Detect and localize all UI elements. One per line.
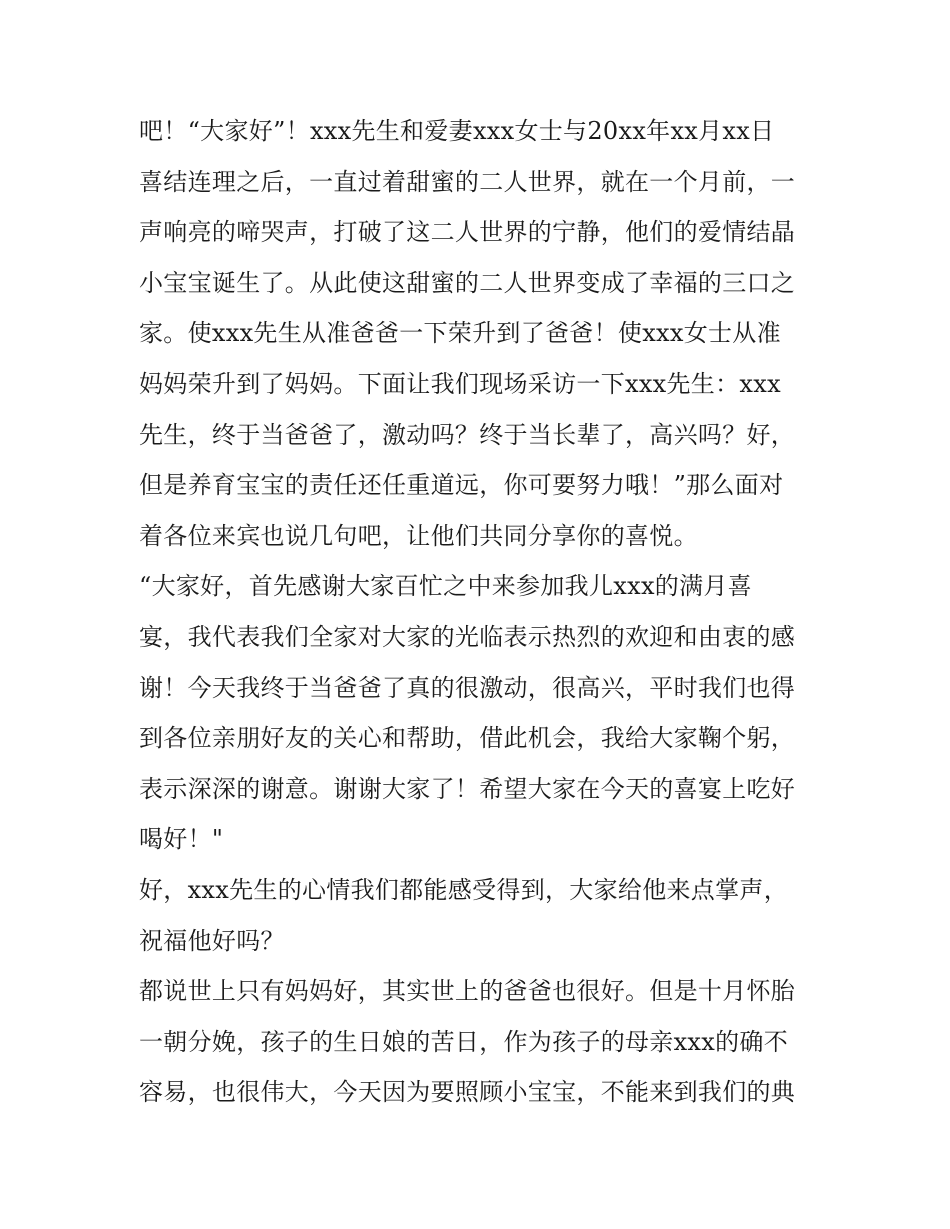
text-line: 祝福他好吗？ [139, 926, 285, 955]
document-text [139, 106, 819, 1118]
text-line: 到各位亲朋好友的关心和帮助，借此机会，我给大家鞠个躬， [139, 724, 796, 753]
text-line: 妈妈荣升到了妈妈。下面让我们现场采访一下xxx先生：xxx [139, 369, 781, 398]
text-line: 喝好！" [139, 825, 224, 854]
text-line: 容易，也很伟大，今天因为要照顾小宝宝，不能来到我们的典 [139, 1078, 796, 1107]
text-line: 谢！今天我终于当爸爸了真的很激动，很高兴，平时我们也得 [139, 673, 796, 702]
text-line: 声响亮的啼哭声，打破了这二人世界的宁静，他们的爱情结晶 [139, 218, 796, 247]
text-line: 表示深深的谢意。谢谢大家了！希望大家在今天的喜宴上吃好 [139, 774, 796, 803]
text-line: 先生，终于当爸爸了，激动吗？终于当长辈了，高兴吗？好， [139, 420, 796, 449]
text-line: 着各位来宾也说几句吧，让他们共同分享你的喜悦。 [139, 521, 698, 550]
text-line: 家。使xxx先生从准爸爸一下荣升到了爸爸！使xxx女士从准 [139, 319, 781, 348]
text-line: 一朝分娩，孩子的生日娘的苦日，作为孩子的母亲xxx的确不 [139, 1027, 789, 1056]
text-line: 好，xxx先生的心情我们都能感受得到，大家给他来点掌声， [139, 875, 789, 904]
text-line: 都说世上只有妈妈好，其实世上的爸爸也很好。但是十月怀胎 [139, 977, 796, 1006]
text-line: 宴，我代表我们全家对大家的光临表示热烈的欢迎和由衷的感 [139, 622, 796, 651]
text-line: 吧！“大家好”！xxx先生和爱妻xxx女士与20xx年xx月xx日 [139, 117, 775, 145]
text-line: “大家好，首先感谢大家百忙之中来参加我儿xxx的满月喜 [139, 572, 752, 601]
text-line: 小宝宝诞生了。从此使这甜蜜的二人世界变成了幸福的三口之 [139, 268, 796, 297]
text-line: 喜结连理之后，一直过着甜蜜的二人世界，就在一个月前，一 [139, 167, 796, 196]
text-line: 但是养育宝宝的责任还任重道远，你可要努力哦！”那么面对 [139, 471, 784, 500]
